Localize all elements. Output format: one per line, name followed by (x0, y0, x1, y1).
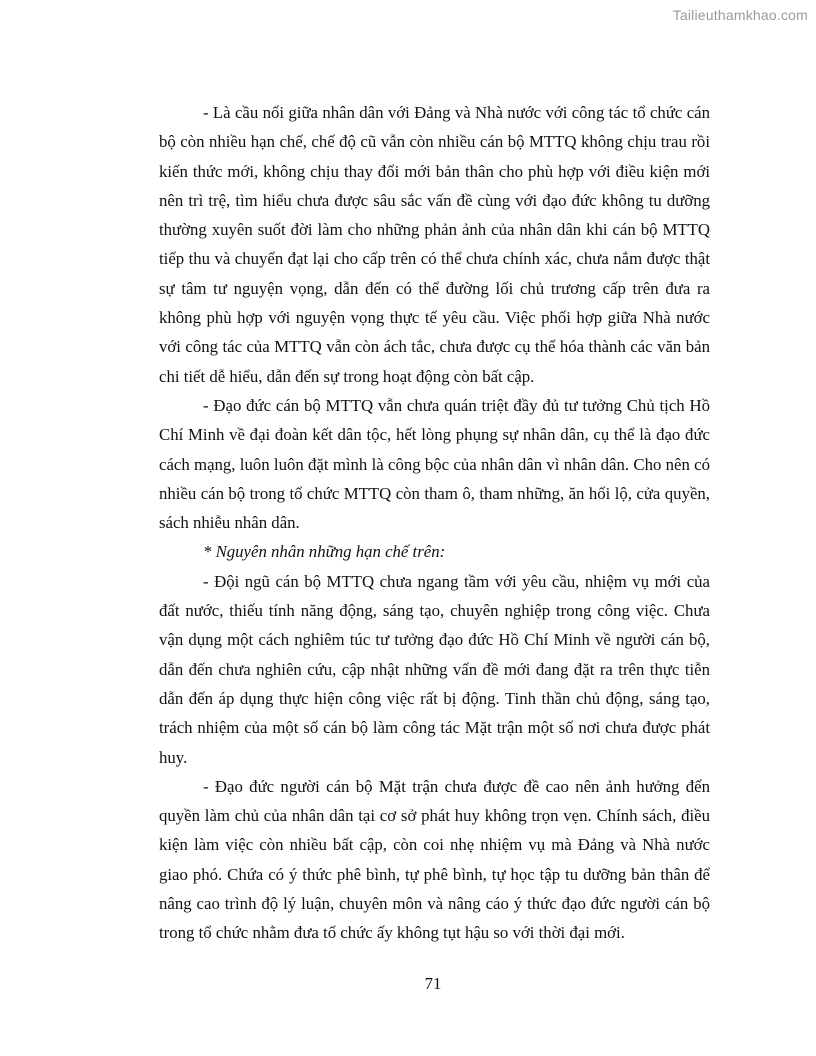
paragraph-ethics-limitations: - Đạo đức cán bộ MTTQ vẫn chưa quán triệt đầy đủ tư tưởng Chủ tịch Hồ Chí Minh về đại đoàn kết dân tộc, hết lòng phụng sự nhân dân, cụ thể là đạo đức cách mạng, luôn luôn đặt mình là công bộc của nhân dân vì nhân dân. Cho nên có nhiều cán bộ trong tổ chức MTTQ còn tham ô, tham những, ăn hối lộ, cửa quyền, sách nhiễu nhân dân. (159, 395, 710, 533)
watermark: Tailieuthamkhao.com (672, 7, 808, 23)
page-number: 71 (424, 974, 442, 993)
paragraph-staff-ethics: - Đạo đức người cán bộ Mặt trận chưa được đề cao nên ảnh hưởng đến quyền làm chủ của nhân dân tại cơ sở phát huy không trọn vẹn. Chính sách, điều kiện làm việc còn nhiều bất cập, còn coi nhẹ nhiệm vụ mà Đảng và Nhà nước giao phó. Chứa có ý thức phê bình, tự phê bình, tự học tập tu dưỡng bản thân để nâng cao trình độ lý luận, chuyên môn và nâng cáo ý thức đạo đức người cán bộ trong tổ chức nhằm đưa tổ chức ấy không tụt hậu so với thời đại mới. (159, 776, 710, 943)
section-heading-causes: * Nguyên nhân những hạn chế trên: (203, 542, 446, 562)
body-text (159, 98, 710, 948)
paragraph-staff-capacity: - Đội ngũ cán bộ MTTQ chưa ngang tầm với yêu cầu, nhiệm vụ mới của đất nước, thiếu tính năng động, sáng tạo, chuyên nghiệp trong công việc. Chưa vận dụng một cách nghiêm túc tư tưởng đạo đức Hồ Chí Minh về người cán bộ, dẫn đến chưa nghiên cứu, cập nhật những vấn đề mới đang đặt ra trên thực tiễn dẫn đến áp dụng thực hiện công việc rất bị động. Tinh thần chủ động, sáng tạo, trách nhiệm của một số cán bộ làm công tác Mặt trận một số nơi chưa được phát huy. (159, 571, 710, 767)
paragraph-liaison-limitations: - Là cầu nối giữa nhân dân với Đảng và Nhà nước với công tác tổ chức cán bộ còn nhiều hạn chế, chế độ cũ vẫn còn nhiều cán bộ MTTQ không chịu trau rồi kiến thức mới, không chịu thay đổi mới bản thân cho phù hợp với điều kiện mới nên trì trệ, tìm hiểu chưa được sâu sắc vấn đề cùng với đạo đức không tu dưỡng thường xuyên suốt đời làm cho những phản ảnh của nhân dân khi cán bộ MTTQ tiếp thu và chuyển đạt lại cho cấp trên có thể chưa chính xác, chưa nắm được thật sự tâm tư nguyện vọng, dẫn đến có thể đường lối chủ trương cấp trên đưa ra không phù hợp với nguyện vọng thực tế yêu cầu. Việc phối hợp giữa Nhà nước với công tác của MTTQ vẫn còn ách tắc, chưa được cụ thể hóa thành các văn bản chi tiết dễ hiểu, dẫn đến sự trong hoạt động còn bất cập. (159, 103, 710, 386)
